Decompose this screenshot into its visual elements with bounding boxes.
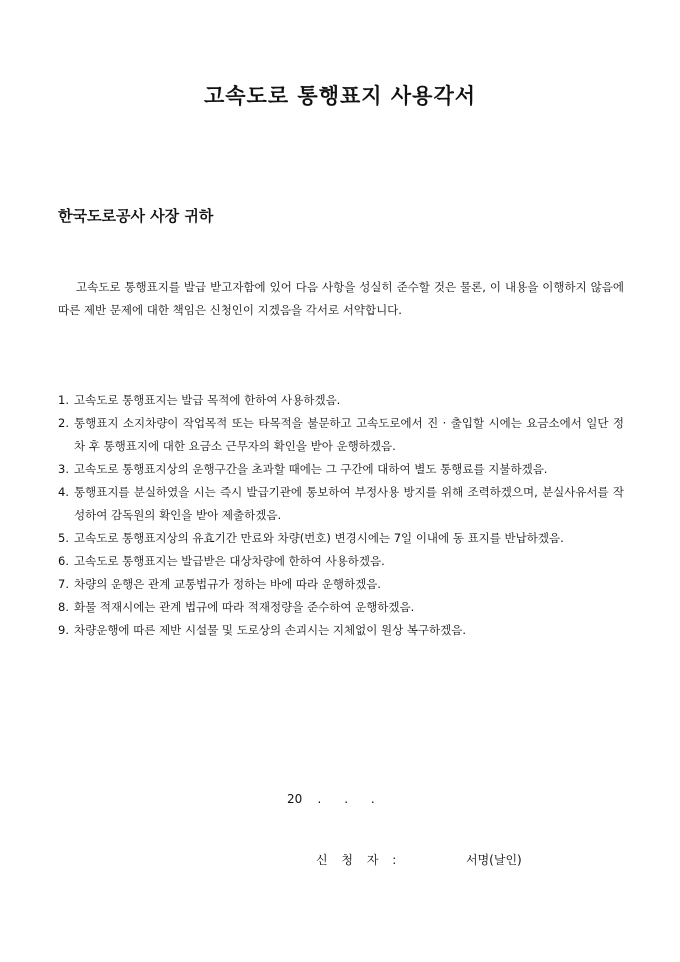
item-text: 차량의 운행은 관계 교통법규가 정하는 바에 따라 운행하겠음.: [74, 577, 381, 591]
item-text: 통행표지 소지차량이 작업목적 또는 타목적을 불문하고 고속도로에서 진 · 출입할 시에는 요금소에서 일단 정차 후 통행표지에 대한 요금소 근무자의 확인을 받아 운행하겠음.: [74, 416, 624, 453]
list-item: [58, 412, 624, 458]
item-number: 9.: [58, 623, 69, 637]
list-item: [58, 389, 624, 412]
list-item: [58, 573, 624, 596]
signer-label: 신 청 자 :: [316, 853, 402, 867]
list-item: [58, 596, 624, 619]
item-text: 고속도로 통행표지는 발급받은 대상차량에 한하여 사용하겠음.: [74, 554, 385, 568]
date-line: 20 . . .: [287, 792, 375, 806]
item-number: 1.: [58, 393, 69, 407]
item-number: 5.: [58, 531, 69, 545]
item-text: 고속도로 통행표지는 발급 목적에 한하여 사용하겠음.: [74, 393, 341, 407]
item-number: 7.: [58, 577, 69, 591]
item-number: 3.: [58, 462, 69, 476]
list-item: [58, 619, 624, 642]
pledge-list: [58, 389, 624, 642]
list-item: [58, 527, 624, 550]
list-item: [58, 458, 624, 481]
signature-seal-label: 서명(날인): [466, 853, 522, 867]
intro-paragraph: 고속도로 통행표지를 발급 받고자함에 있어 다음 사항을 성실히 준수할 것은 물론, 이 내용을 이행하지 않음에 따른 제반 문제에 대한 책임은 신청인이 지겠음을 각서로 서약합니다.: [58, 280, 624, 317]
item-number: 2.: [58, 416, 69, 430]
item-number: 4.: [58, 485, 69, 499]
document-title: 고속도로 통행표지 사용각서: [203, 83, 477, 108]
item-text: 고속도로 통행표지상의 유효기간 만료와 차량(번호) 변경시에는 7일 이내에 동 표지를 반납하겠음.: [74, 531, 564, 545]
item-text: 차량운행에 따른 제반 시설물 및 도로상의 손괴시는 지체없이 원상 복구하겠음.: [74, 623, 467, 637]
item-text: 고속도로 통행표지상의 운행구간을 초과할 때에는 그 구간에 대하여 별도 통행료를 지불하겠음.: [74, 462, 548, 476]
list-item: [58, 550, 624, 573]
item-number: 6.: [58, 554, 69, 568]
item-text: 통행표지를 분실하였을 시는 즉시 발급기관에 통보하여 부정사용 방지를 위해 조력하겠으며, 분실사유서를 작성하여 감독원의 확인을 받아 제출하겠음.: [74, 485, 624, 522]
item-number: 8.: [58, 600, 69, 614]
list-item: [58, 481, 624, 527]
addressee: 한국도로공사 사장 귀하: [58, 207, 214, 225]
item-text: 화물 적재시에는 관계 법규에 따라 적재정량을 준수하여 운행하겠음.: [74, 600, 415, 614]
